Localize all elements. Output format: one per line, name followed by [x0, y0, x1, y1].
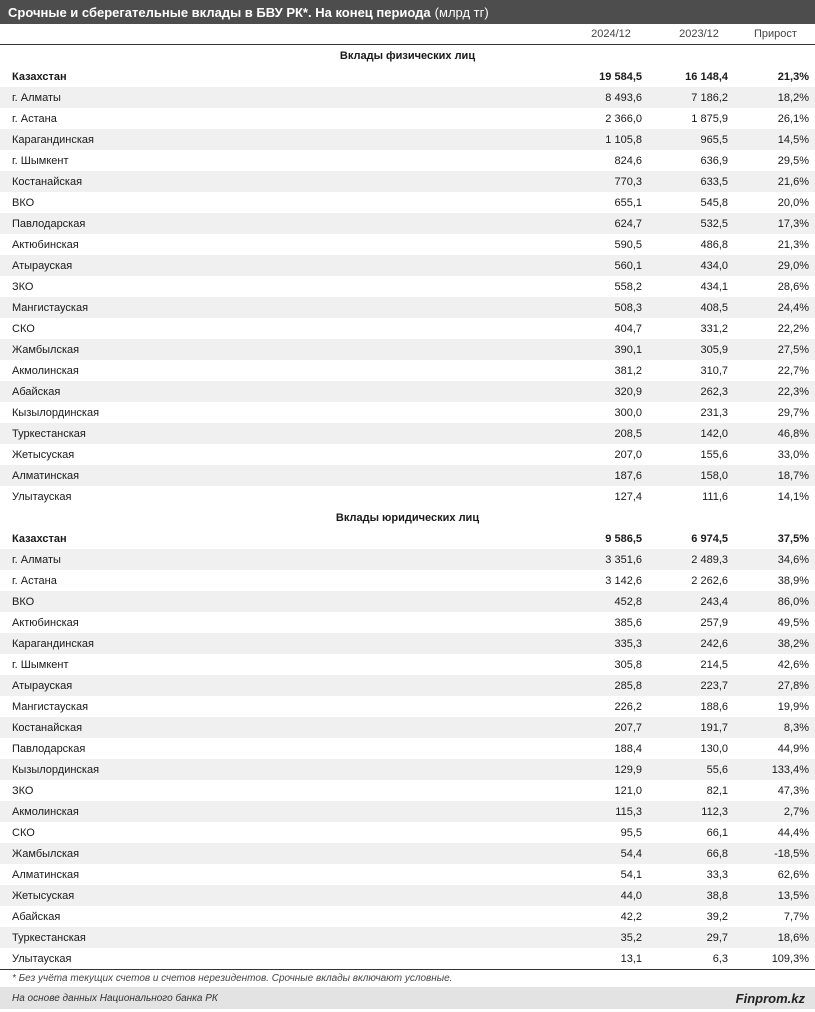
- value-2023: 231,3: [700, 406, 728, 419]
- value-2023: 257,9: [700, 616, 728, 629]
- table-row: [0, 234, 815, 255]
- footnote: * Без учёта текущих счетов и счетов нерезидентов. Срочные вклады включают условные.: [0, 969, 815, 987]
- table-row: [0, 717, 815, 738]
- table-row: [0, 360, 815, 381]
- value-2024: 335,3: [614, 637, 642, 650]
- header-2024: 2024/12: [591, 28, 631, 40]
- value-2024: 226,2: [614, 700, 642, 713]
- growth-value: 26,1%: [777, 112, 809, 125]
- growth-value: 2,7%: [783, 805, 809, 818]
- value-2023: 6,3: [712, 952, 728, 965]
- value-2023: 16 148,4: [685, 70, 728, 83]
- value-2023: 486,8: [700, 238, 728, 251]
- value-2024: 127,4: [614, 490, 642, 503]
- region-name: Атырауская: [12, 679, 73, 692]
- value-2024: 824,6: [614, 154, 642, 167]
- value-2024: 44,0: [620, 889, 642, 902]
- value-2023: 434,0: [700, 259, 728, 272]
- value-2023: 188,6: [700, 700, 728, 713]
- region-name: Атырауская: [12, 259, 73, 272]
- growth-value: 13,5%: [777, 889, 809, 902]
- growth-value: 21,3%: [777, 238, 809, 251]
- value-2023: 142,0: [700, 427, 728, 440]
- growth-value: 42,6%: [777, 658, 809, 671]
- value-2023: 130,0: [700, 742, 728, 755]
- value-2024: 508,3: [614, 301, 642, 314]
- growth-value: 24,4%: [777, 301, 809, 314]
- value-2024: 624,7: [614, 217, 642, 230]
- region-name: Костанайская: [12, 175, 83, 188]
- region-name: ВКО: [12, 595, 35, 608]
- value-2024: 1 105,8: [605, 133, 642, 146]
- region-name: Карагандинская: [12, 133, 94, 146]
- value-2024: 3 142,6: [605, 574, 642, 587]
- growth-value: 37,5%: [777, 532, 809, 545]
- table-row: [0, 486, 815, 507]
- region-name: Актюбинская: [12, 616, 79, 629]
- table-row: [0, 213, 815, 234]
- region-name: Костанайская: [12, 721, 83, 734]
- value-2023: 636,9: [700, 154, 728, 167]
- value-2023: 7 186,2: [691, 91, 728, 104]
- value-2023: 66,8: [706, 847, 728, 860]
- value-2023: 305,9: [700, 343, 728, 356]
- value-2024: 558,2: [614, 280, 642, 293]
- region-name: Акмолинская: [12, 364, 79, 377]
- region-name: г. Алматы: [12, 553, 61, 566]
- region-name: Акмолинская: [12, 805, 79, 818]
- value-2023: 38,8: [706, 889, 728, 902]
- region-name: Актюбинская: [12, 238, 79, 251]
- value-2024: 300,0: [614, 406, 642, 419]
- region-name: Абайская: [12, 910, 61, 923]
- growth-value: 49,5%: [777, 616, 809, 629]
- table-row: [0, 675, 815, 696]
- growth-value: 21,3%: [777, 70, 809, 83]
- value-2024: 770,3: [614, 175, 642, 188]
- value-2023: 29,7: [706, 931, 728, 944]
- value-2023: 158,0: [700, 469, 728, 482]
- table-row: [0, 171, 815, 192]
- value-2023: 331,2: [700, 322, 728, 335]
- value-2023: 243,4: [700, 595, 728, 608]
- table-body: [0, 45, 815, 969]
- table-row: [0, 108, 815, 129]
- table-row: [0, 927, 815, 948]
- value-2024: 208,5: [614, 427, 642, 440]
- region-name: Абайская: [12, 385, 61, 398]
- region-name: Жамбылская: [12, 343, 80, 356]
- region-name: Алматинская: [12, 469, 80, 482]
- table-row: [0, 591, 815, 612]
- growth-value: 18,6%: [777, 931, 809, 944]
- value-2024: 390,1: [614, 343, 642, 356]
- region-name: г. Шымкент: [12, 658, 69, 671]
- header-growth: Прирост: [754, 28, 797, 40]
- region-name: СКО: [12, 826, 35, 839]
- growth-value: 18,2%: [777, 91, 809, 104]
- value-2023: 408,5: [700, 301, 728, 314]
- value-2023: 111,6: [702, 490, 728, 503]
- value-2024: 54,1: [620, 868, 642, 881]
- growth-value: 109,3%: [771, 952, 809, 965]
- table-row: [0, 948, 815, 969]
- region-name: Улытауская: [12, 952, 72, 965]
- value-2024: 305,8: [614, 658, 642, 671]
- table-row: [0, 339, 815, 360]
- value-2023: 545,8: [700, 196, 728, 209]
- table-row: [0, 759, 815, 780]
- table-row: [0, 444, 815, 465]
- value-2024: 42,2: [620, 910, 642, 923]
- table-row: [0, 843, 815, 864]
- value-2024: 121,0: [614, 784, 642, 797]
- table-row: [0, 801, 815, 822]
- growth-value: 29,5%: [777, 154, 809, 167]
- value-2024: 188,4: [614, 742, 642, 755]
- table-row: [0, 87, 815, 108]
- value-2024: 2 366,0: [605, 112, 642, 125]
- region-name: Жетысуская: [12, 448, 75, 461]
- region-name: ЗКО: [12, 784, 34, 797]
- growth-value: 27,5%: [777, 343, 809, 356]
- value-2023: 633,5: [700, 175, 728, 188]
- value-2023: 6 974,5: [691, 532, 728, 545]
- value-2024: 129,9: [614, 763, 642, 776]
- table-row: [0, 192, 815, 213]
- table-row: [0, 738, 815, 759]
- growth-value: 7,7%: [783, 910, 809, 923]
- growth-value: 62,6%: [777, 868, 809, 881]
- value-2023: 2 262,6: [691, 574, 728, 587]
- table-row: [0, 780, 815, 801]
- table-row: [0, 570, 815, 591]
- value-2023: 55,6: [706, 763, 728, 776]
- growth-value: 20,0%: [777, 196, 809, 209]
- value-2024: 3 351,6: [605, 553, 642, 566]
- value-2023: 434,1: [700, 280, 728, 293]
- growth-value: 29,7%: [777, 406, 809, 419]
- growth-value: 44,9%: [777, 742, 809, 755]
- table-row: [0, 129, 815, 150]
- region-name: ВКО: [12, 196, 35, 209]
- growth-value: 38,2%: [777, 637, 809, 650]
- value-2024: 9 586,5: [605, 532, 642, 545]
- table-row: [0, 402, 815, 423]
- region-name: Павлодарская: [12, 742, 86, 755]
- growth-value: 33,0%: [777, 448, 809, 461]
- growth-value: 27,8%: [777, 679, 809, 692]
- region-name: г. Астана: [12, 112, 57, 125]
- value-2023: 223,7: [700, 679, 728, 692]
- value-2023: 191,7: [700, 721, 728, 734]
- value-2024: 187,6: [614, 469, 642, 482]
- table-row: [0, 612, 815, 633]
- growth-value: 19,9%: [777, 700, 809, 713]
- growth-value: 44,4%: [777, 826, 809, 839]
- table-row: [0, 696, 815, 717]
- value-2023: 39,2: [706, 910, 728, 923]
- growth-value: 29,0%: [777, 259, 809, 272]
- value-2023: 66,1: [706, 826, 728, 839]
- value-2023: 214,5: [700, 658, 728, 671]
- region-name: г. Шымкент: [12, 154, 69, 167]
- region-name: Улытауская: [12, 490, 72, 503]
- region-name: Казахстан: [12, 532, 67, 545]
- growth-value: 34,6%: [777, 553, 809, 566]
- table-row: [0, 633, 815, 654]
- section-title: Вклады физических лиц: [339, 49, 476, 62]
- growth-value: 14,1%: [777, 490, 809, 503]
- value-2024: 13,1: [620, 952, 642, 965]
- value-2024: 95,5: [620, 826, 642, 839]
- region-name: Алматинская: [12, 868, 80, 881]
- table-row: [0, 654, 815, 675]
- region-name: Жамбылская: [12, 847, 80, 860]
- growth-value: 21,6%: [777, 175, 809, 188]
- table-row: [0, 276, 815, 297]
- table-row: [0, 318, 815, 339]
- value-2023: 532,5: [700, 217, 728, 230]
- table-row: [0, 885, 815, 906]
- value-2024: 452,8: [614, 595, 642, 608]
- growth-value: 38,9%: [777, 574, 809, 587]
- value-2024: 590,5: [614, 238, 642, 251]
- value-2023: 112,3: [701, 805, 728, 818]
- value-2024: 207,7: [614, 721, 642, 734]
- column-header-row: [0, 24, 815, 45]
- value-2024: 285,8: [614, 679, 642, 692]
- total-row: [0, 66, 815, 87]
- value-2024: 35,2: [620, 931, 642, 944]
- region-name: Мангистауская: [12, 301, 89, 314]
- footer: [0, 987, 815, 1009]
- value-2024: 655,1: [614, 196, 642, 209]
- growth-value: 46,8%: [777, 427, 809, 440]
- growth-value: 18,7%: [777, 469, 809, 482]
- value-2023: 33,3: [706, 868, 728, 881]
- value-2023: 242,6: [700, 637, 728, 650]
- region-name: г. Алматы: [12, 91, 61, 104]
- brand-logo: Finprom.kz: [735, 990, 805, 1006]
- growth-value: 86,0%: [777, 595, 809, 608]
- value-2023: 2 489,3: [691, 553, 728, 566]
- value-2023: 310,7: [700, 364, 728, 377]
- growth-value: 28,6%: [777, 280, 809, 293]
- table-title-bar: [0, 0, 815, 24]
- value-2023: 965,5: [700, 133, 728, 146]
- value-2023: 1 875,9: [691, 112, 728, 125]
- value-2024: 8 493,6: [605, 91, 642, 104]
- value-2023: 155,6: [700, 448, 728, 461]
- section-title: Вклады юридических лиц: [335, 511, 480, 524]
- value-2024: 207,0: [614, 448, 642, 461]
- table-row: [0, 822, 815, 843]
- table-row: [0, 381, 815, 402]
- value-2024: 560,1: [614, 259, 642, 272]
- value-2024: 381,2: [614, 364, 642, 377]
- value-2024: 54,4: [620, 847, 642, 860]
- region-name: СКО: [12, 322, 35, 335]
- region-name: г. Астана: [12, 574, 57, 587]
- growth-value: 22,3%: [777, 385, 809, 398]
- value-2024: 385,6: [614, 616, 642, 629]
- table-row: [0, 906, 815, 927]
- table-title: Срочные и сберегательные вклады в БВУ РК*. На конец периода: [8, 4, 431, 20]
- table-row: [0, 255, 815, 276]
- growth-value: 8,3%: [783, 721, 809, 734]
- region-name: Жетысуская: [12, 889, 75, 902]
- region-name: Туркестанская: [12, 931, 86, 944]
- value-2024: 404,7: [614, 322, 642, 335]
- source-note: На основе данных Национального банка РК: [12, 992, 218, 1004]
- total-row: [0, 528, 815, 549]
- value-2023: 82,1: [706, 784, 728, 797]
- growth-value: 47,3%: [777, 784, 809, 797]
- region-name: Мангистауская: [12, 700, 89, 713]
- table-row: [0, 864, 815, 885]
- region-name: Кызылординская: [12, 763, 100, 776]
- region-name: Карагандинская: [12, 637, 94, 650]
- table-row: [0, 549, 815, 570]
- table-row: [0, 297, 815, 318]
- table-unit: (млрд тг): [434, 4, 489, 20]
- value-2024: 320,9: [614, 385, 642, 398]
- region-name: Туркестанская: [12, 427, 86, 440]
- table-row: [0, 423, 815, 444]
- growth-value: 17,3%: [777, 217, 809, 230]
- growth-value: 22,7%: [777, 364, 809, 377]
- growth-value: -18,5%: [774, 847, 809, 860]
- region-name: Кызылординская: [12, 406, 100, 419]
- growth-value: 14,5%: [777, 133, 809, 146]
- value-2023: 262,3: [700, 385, 728, 398]
- table-row: [0, 150, 815, 171]
- region-name: Павлодарская: [12, 217, 86, 230]
- growth-value: 22,2%: [777, 322, 809, 335]
- growth-value: 133,4%: [771, 763, 809, 776]
- header-2023: 2023/12: [679, 28, 719, 40]
- value-2024: 19 584,5: [599, 70, 642, 83]
- region-name: Казахстан: [12, 70, 67, 83]
- table-row: [0, 465, 815, 486]
- region-name: ЗКО: [12, 280, 34, 293]
- value-2024: 115,3: [615, 805, 642, 818]
